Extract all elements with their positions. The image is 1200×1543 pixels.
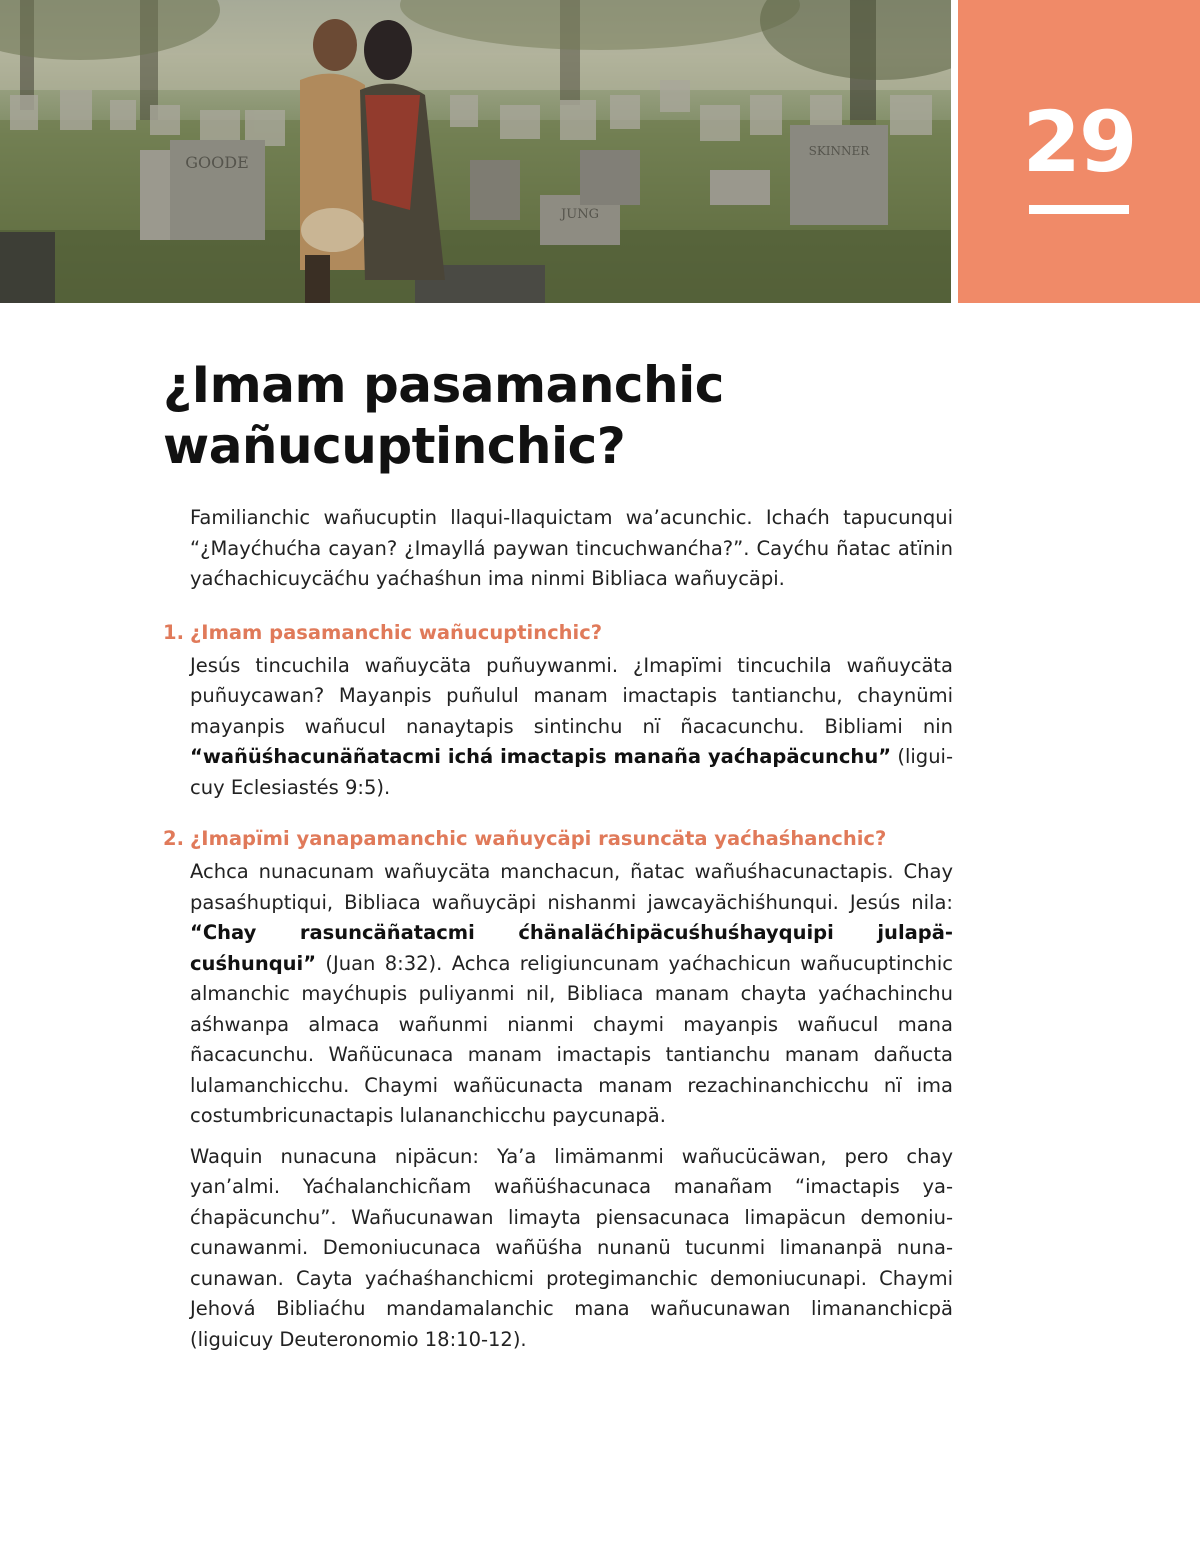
chapter-number: 29 bbox=[1022, 93, 1136, 191]
lesson-content bbox=[163, 503, 953, 1365]
question-number: 2. bbox=[163, 827, 184, 850]
question-text: ¿Imam pasamanchic wañucuptinchic? bbox=[190, 620, 603, 644]
answer-paragraph bbox=[190, 857, 953, 1132]
paragraph-text: (Juan 8:32). Achca religiuncunam yaćhachicun wañucuptinchic almanchic mayćhupis puliyanmi nil, Bibliaca manam chayta yaćhachinchu aśhwanpa almaca wañunmi nianmi chaymi mayanpis wañucul mana ñacacunchu. Wañücunaca manam imactapis tantianchu manam dañucta lulamanchicchu. Chaymi wañücunacta manam rezachinanchicchu nï ima costumbricunactapis lulananchicchu paycunapä. bbox=[190, 951, 953, 1127]
question-number: 1. bbox=[163, 620, 184, 644]
paragraph-text: Achca nunacunam wañuycäta manchacun, ñatac wañuśhacunactapis. Chay pasaśhuptiqui, Bibliaca wañuycäpi nishanmi jawcayächiśhunqui. Jesús nila: bbox=[190, 860, 953, 914]
gravestone-goode: GOODE bbox=[185, 153, 249, 172]
page-title: ¿Imam pasamanchic wañucuptinchic? bbox=[163, 356, 724, 475]
gravestone-jung: JUNG bbox=[561, 207, 599, 222]
scripture-quote: “Chay rasuncäñatacmi ćhänaläćhipäcuśhuśhayquipi julapäcuśhunqui” bbox=[190, 921, 953, 975]
answer-paragraph bbox=[190, 1142, 953, 1356]
paragraph-text: Jesús tincuchila wañuycäta puñuywanmi. ¿Imapïmi tincuchila wañuycäta puñuycawan? Mayanpis puñulul manam imactapis tantianchu, chaynümi mayanpis wañucul nanaytapis sintinchu nï ñacacunchu. Bibliami nin bbox=[190, 653, 953, 738]
paragraph-text: (liguicuy Eclesiastés 9:5). bbox=[190, 745, 954, 799]
chapter-badge bbox=[958, 0, 1200, 303]
cemetery-illustration bbox=[0, 0, 951, 303]
intro-paragraph: Familianchic wañucuptin llaqui-llaquictam wa’acunchic. Ichaćh tapucunqui “¿Mayćhućha cayan? ¿Imayllá paywan tincuchwanćha?”. Cayćhu ñatac atïnin yaćhachicuycäćhu yaćhaśhun ima ninmi Bibliaca wañuycäpi. bbox=[190, 506, 953, 590]
question-1 bbox=[163, 619, 953, 647]
scripture-quote: “wañüśhacunäñatacmi ichá imactapis manaña yaćhapäcunchu” bbox=[190, 745, 892, 768]
question-2 bbox=[163, 825, 953, 853]
cemetery-photo bbox=[0, 0, 951, 303]
chapter-underline bbox=[1029, 205, 1129, 214]
gravestone-skinner: SKINNER bbox=[808, 144, 870, 158]
paragraph-text: Waquin nunacuna nipäcun: Ya’a limämanmi wañucücäwan, pero chay yan’almi. Yaćhalanchicñam wañüśhacunaca manañam “imactapis yaćhapäcunchu”. Wañucunawan limayta piensacunaca limapäcun demoniucunawanmi. Demoniucunaca wañüśha nunanü tucunmi limananpä nunacunawan. Cayta yaćhaśhanchicmi protegimanchic demoniucunapi. Chaymi Jehová Bibliaćhu mandamalanchic mana wañucunawan limananchicpä (liguicuy Deuteronomio 18:10-12). bbox=[190, 1144, 953, 1351]
question-text: ¿Imapïmi yanapamanchic wañuycäpi rasuncäta yaćhaśhanchic? bbox=[190, 827, 887, 850]
answer-paragraph bbox=[190, 651, 953, 804]
